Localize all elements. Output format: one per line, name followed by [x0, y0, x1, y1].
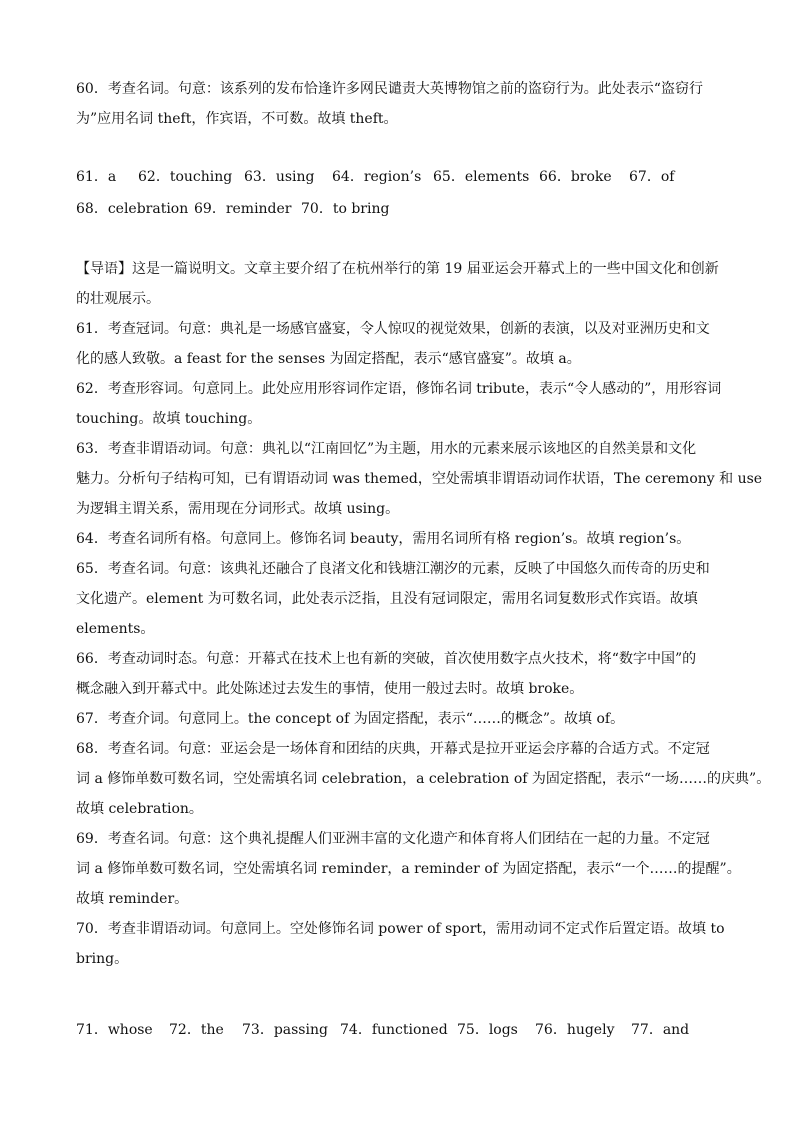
- text-line: 64．考查名词所有格。句意同上。修饰名词 beauty，需用名词所有格 region’s。故填 region’s。: [76, 531, 691, 547]
- text-line: 魅力。分析句子结构可知，已有谓语动词 was themed，空处需填非谓语动词作状语，The ceremony 和 use: [76, 471, 763, 487]
- text-line: 词 a 修饰单数可数名词，空处需填名词 celebration，a celebration of 为固定搭配，表示“一场……的庆典”。: [76, 771, 771, 787]
- explanations-61-70: [76, 254, 771, 974]
- text-line: 【导语】这是一篇说明文。文章主要介绍了在杭州举行的第 19 届亚运会开幕式上的一些中国文化和创新: [76, 261, 719, 277]
- answer-item: 65．elements: [433, 169, 530, 185]
- text-line: touching。故填 touching。: [76, 411, 262, 427]
- answer-item: 67．of: [629, 169, 675, 185]
- text-line: 67．考查介词。句意同上。the concept of 为固定搭配，表示“……的概念”。故填 of。: [76, 711, 625, 727]
- text-line: 故填 celebration。: [76, 801, 203, 817]
- answer-item: 73．passing: [242, 1022, 328, 1038]
- text-line: elements。: [76, 621, 155, 637]
- text-line: 68．考查名词。句意：亚运会是一场体育和团结的庆典，开幕式是拉开亚运会序幕的合适方式。不定冠: [76, 741, 710, 757]
- text-line: 的壮观展示。: [76, 291, 160, 307]
- answer-item: 63．using: [244, 169, 315, 185]
- text-line: 为”应用名词 theft，作宾语，不可数。故填 theft。: [76, 111, 398, 127]
- text-line: 化的感人致敬。a feast for the senses 为固定搭配，表示“感官盛宴”。故填 a。: [76, 351, 581, 367]
- answer-item: 75．logs: [457, 1022, 518, 1038]
- answer-item: 77．and: [631, 1022, 690, 1038]
- answer-item: 64．region’s: [332, 169, 422, 185]
- text-line: 文化遗产。element 为可数名词，此处表示泛指，且没有冠词限定，需用名词复数形式作宾语。故填: [76, 591, 698, 607]
- answer-item: 68．celebration: [76, 201, 189, 217]
- answer-row: [76, 1015, 776, 1045]
- answer-item: 71．whose: [76, 1022, 153, 1038]
- text-line: 69．考查名词。句意：这个典礼提醒人们亚洲丰富的文化遗产和体育将人们团结在一起的力量。不定冠: [76, 831, 710, 847]
- text-line: 概念融入到开幕式中。此处陈述过去发生的事情，使用一般过去时。故填 broke。: [76, 681, 584, 697]
- answer-row: [76, 194, 776, 224]
- answer-row: [76, 162, 776, 192]
- text-line: 故填 reminder。: [76, 891, 189, 907]
- answer-item: 72．the: [169, 1022, 224, 1038]
- answer-item: 61．a: [76, 169, 117, 185]
- text-line: 62．考查形容词。句意同上。此处应用形容词作定语，修饰名词 tribute，表示“令人感动的”，用形容词: [76, 381, 722, 397]
- text-line: 60．考查名词。句意：该系列的发布恰逢许多网民谴责大英博物馆之前的盗窃行为。此处表示“盗窃行: [76, 81, 703, 97]
- text-line: 65．考查名词。句意：该典礼还融合了良渚文化和钱塘江潮汐的元素，反映了中国悠久而传奇的历史和: [76, 561, 710, 577]
- text-line: 词 a 修饰单数可数名词，空处需填名词 reminder，a reminder of 为固定搭配，表示“一个……的提醒”。: [76, 861, 741, 877]
- text-line: 63．考查非谓语动词。句意：典礼以“江南回忆”为主题，用水的元素来展示该地区的自然美景和文化: [76, 441, 697, 457]
- answer-item: 70．to bring: [301, 201, 390, 217]
- text-line: 66．考查动词时态。句意：开幕式在技术上也有新的突破，首次使用数字点火技术，将“数字中国”的: [76, 651, 697, 667]
- text-line: bring。: [76, 951, 129, 967]
- answer-item: 74．functioned: [340, 1022, 448, 1038]
- text-line: 61．考查冠词。句意：典礼是一场感官盛宴，令人惊叹的视觉效果，创新的表演，以及对亚洲历史和文: [76, 321, 710, 337]
- answer-item: 66．broke: [539, 169, 612, 185]
- answer-item: 62．touching: [138, 169, 233, 185]
- q60-explanation: [76, 74, 766, 134]
- text-line: 为逻辑主谓关系，需用现在分词形式。故填 using。: [76, 501, 400, 517]
- answer-item: 69．reminder: [194, 201, 292, 217]
- answer-item: 76．hugely: [535, 1022, 615, 1038]
- text-line: 70．考查非谓语动词。句意同上。空处修饰名词 power of sport，需用动词不定式作后置定语。故填 to: [76, 921, 725, 937]
